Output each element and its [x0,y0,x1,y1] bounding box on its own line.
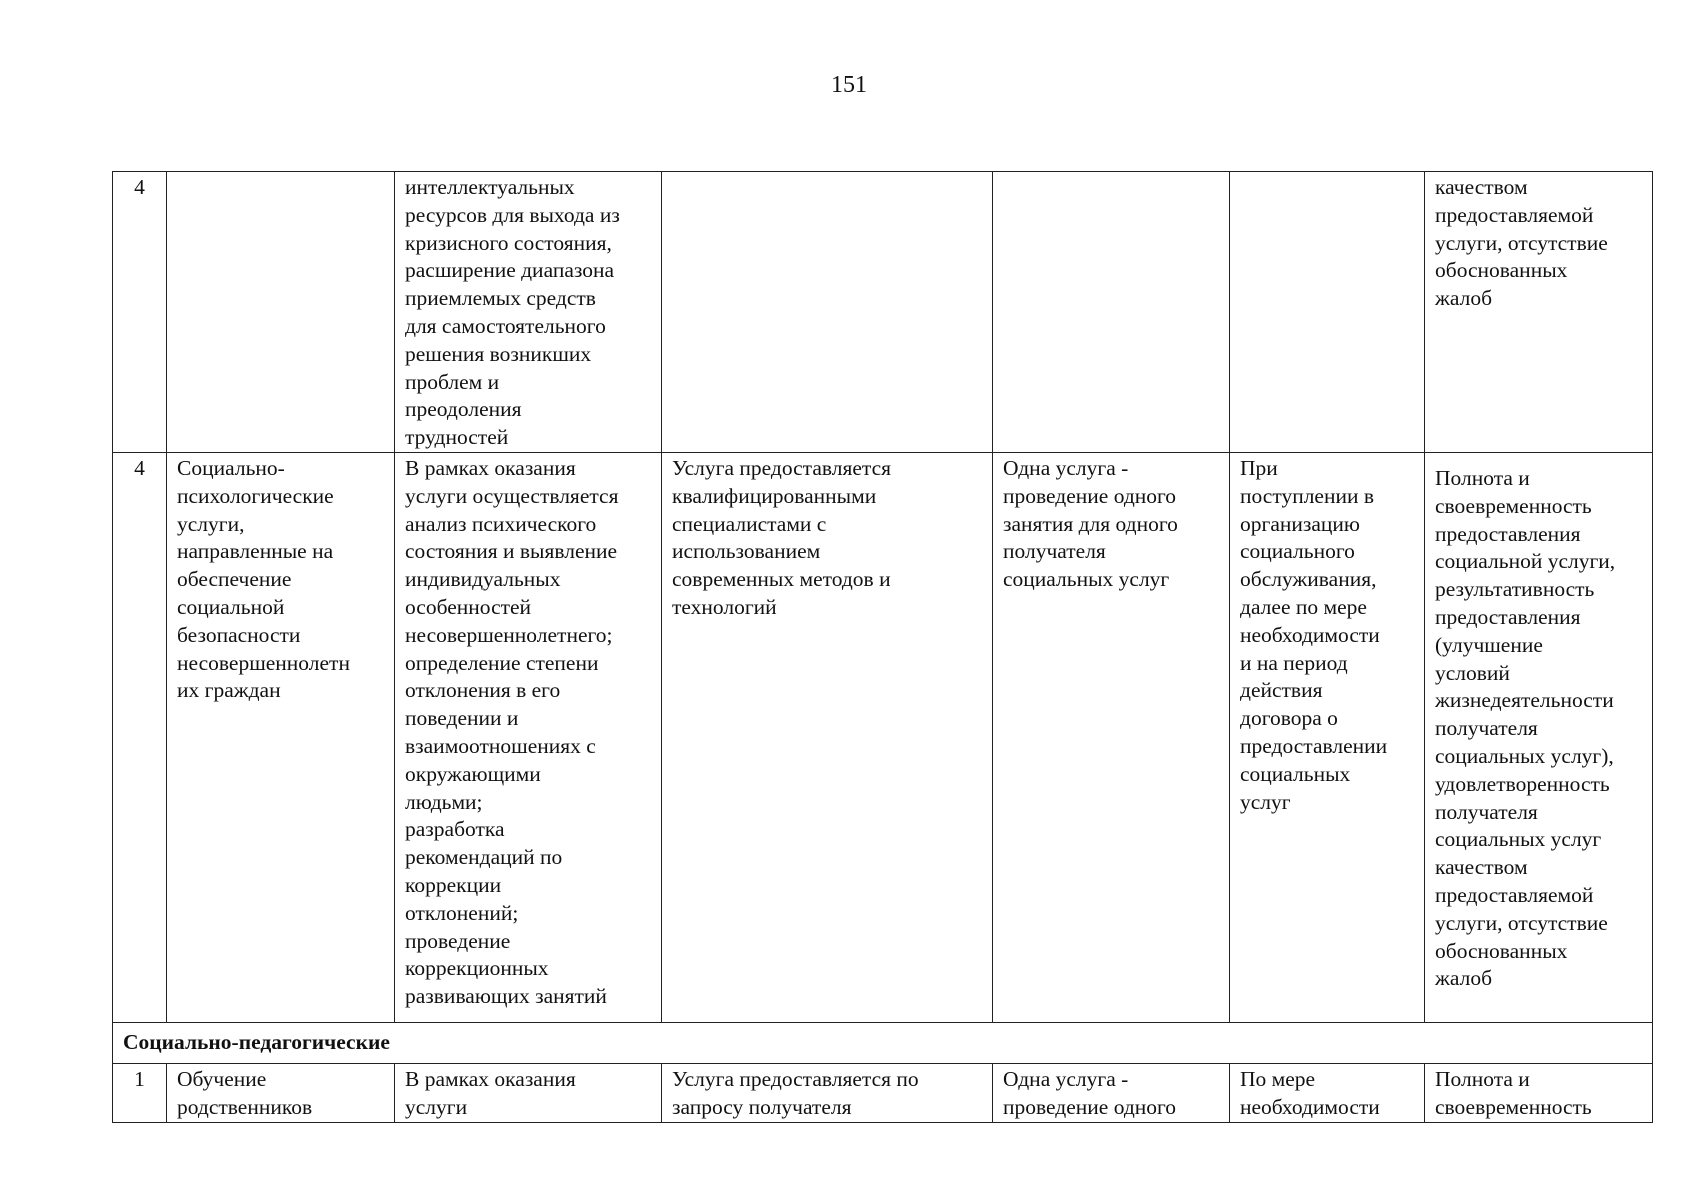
service-unit-cell [993,1064,1230,1123]
service-content: интеллектуальных ресурсов для выхода из кризисного состояния, расширение диапазона приемлемых средств для самостоятельного решения возникших проблем и преодоления трудностей [405,175,620,450]
service-name-cell [167,453,395,1023]
service-unit-cell [993,453,1230,1023]
table-row [113,172,1653,453]
service-terms-cell [1230,453,1425,1023]
service-name-cell [167,1064,395,1123]
table-row [113,453,1653,1023]
service-unit-cell [993,172,1230,453]
section-heading: Социально-педагогические [113,1023,1653,1064]
service-unit: Одна услуга - проведение одного занятия для одного получателя социальных услуг [1003,456,1178,592]
service-name: Обучение родственников [177,1067,313,1119]
service-conditions: Услуга предоставляется по запросу получателя [672,1067,919,1119]
row-number: 4 [134,175,145,199]
table-row [113,1064,1653,1123]
service-terms-cell [1230,1064,1425,1123]
services-table [112,171,1653,1123]
service-quality: Полнота и своевременность предоставления социальной услуги, результативность предоставления (улучшение условий жизнедеятельности получателя социальных услуг), удовлетворенность получателя социальных услуг качеством предоставляемой услуги, отсутствие обоснованных жалоб [1435,466,1616,991]
service-quality-cell [1425,1064,1653,1123]
service-quality: качеством предоставляемой услуги, отсутствие обоснованных жалоб [1435,175,1608,311]
service-terms-cell [1230,172,1425,453]
row-number-cell [113,172,167,453]
service-unit: Одна услуга - проведение одного [1003,1067,1177,1119]
service-content-cell [395,453,662,1023]
service-content-cell [395,1064,662,1123]
section-row [113,1023,1653,1064]
service-conditions-cell [662,453,993,1023]
service-quality: Полнота и своевременность [1435,1067,1592,1119]
service-conditions-cell [662,1064,993,1123]
service-quality-cell [1425,172,1653,453]
service-quality-cell [1425,453,1653,1023]
service-conditions-cell [662,172,993,453]
service-content: В рамках оказания услуги [405,1067,576,1119]
service-name-cell [167,172,395,453]
service-content-cell [395,172,662,453]
service-name: Социально- психологические услуги, направленные на обеспечение социальной безопасности несовершеннолетн их граждан [177,456,350,703]
row-number-cell [113,1064,167,1123]
row-number: 4 [134,456,145,480]
service-conditions: Услуга предоставляется квалифицированными специалистами с использованием современных методов и технологий [672,456,891,619]
service-content: В рамках оказания услуги осуществляется анализ психического состояния и выявление индивидуальных особенностей несовершеннолетнего; определение степени отклонения в его поведении и взаимоотношениях с окружающими людьми; разработка рекомендаций по коррекции отклонений; проведение коррекционных развивающих занятий [405,456,619,1009]
row-number: 1 [134,1067,145,1091]
row-number-cell [113,453,167,1023]
page-number: 151 [831,72,867,98]
service-terms: По мере необходимости [1240,1067,1380,1119]
service-terms: При поступлении в организацию социального обслуживания, далее по мере необходимости и на период действия договора о предоставлении социальных услуг [1240,456,1388,814]
